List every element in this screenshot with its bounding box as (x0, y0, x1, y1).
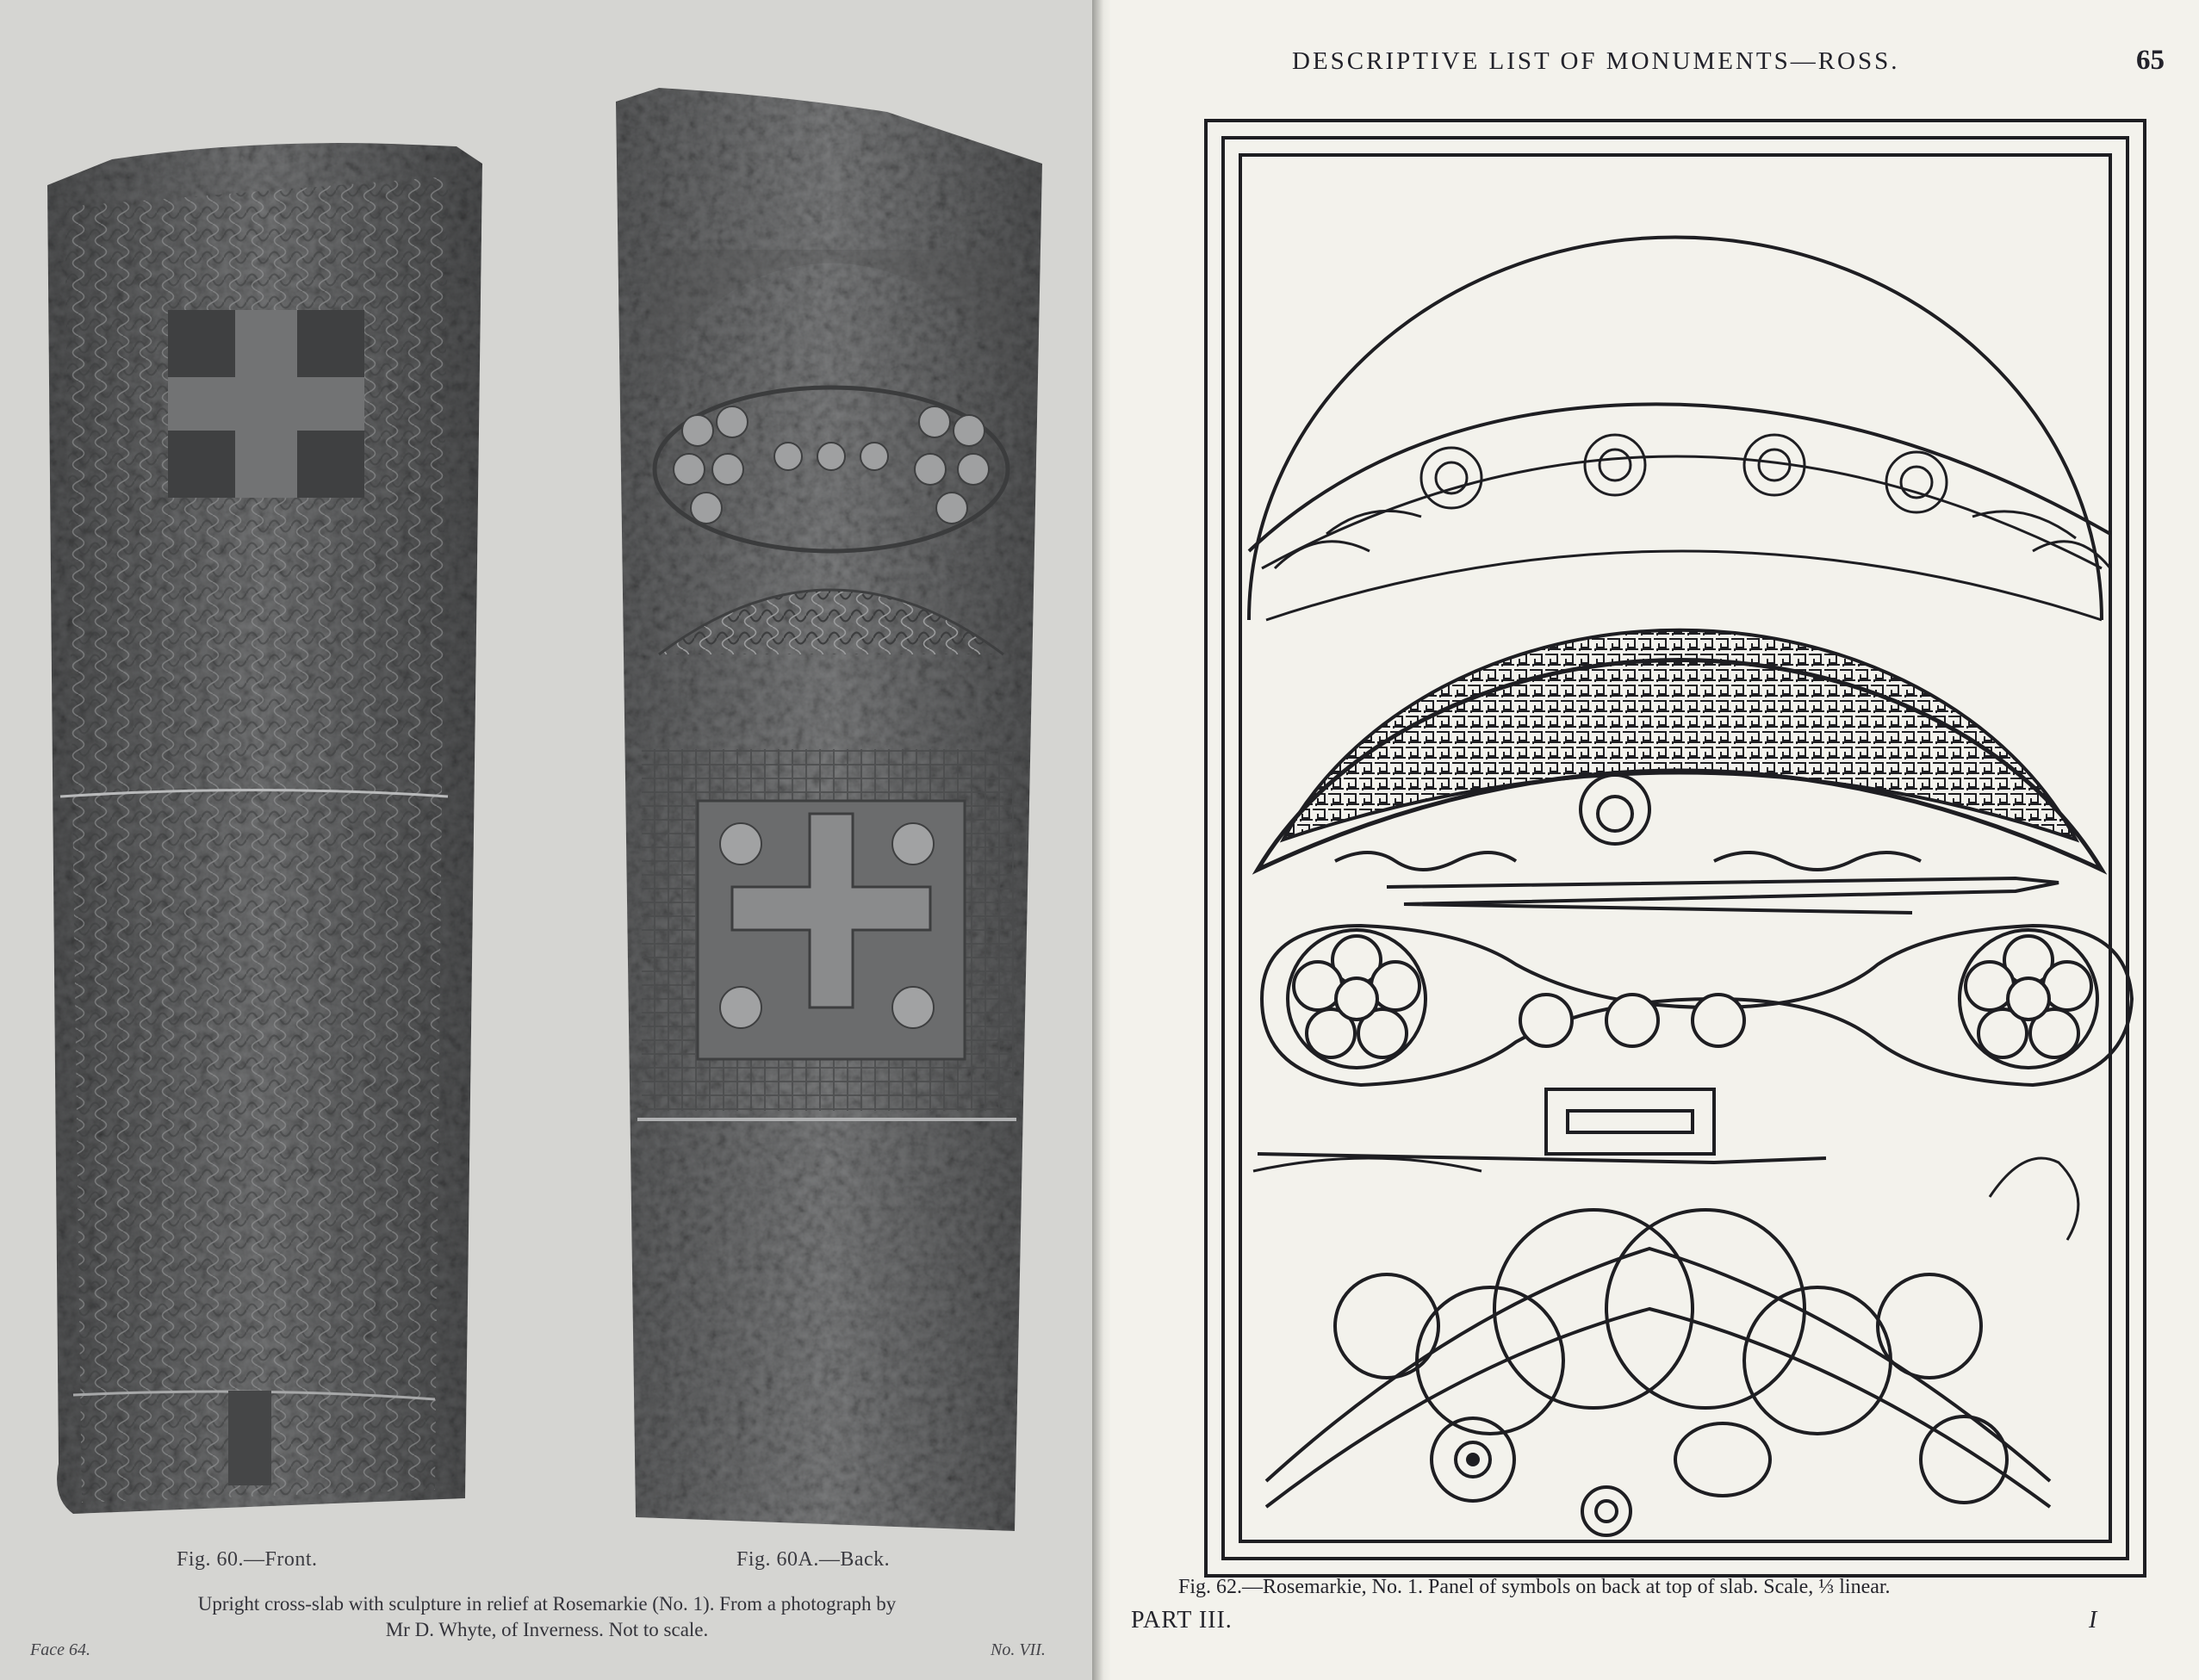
fig-60-caption: Fig. 60.—Front. (177, 1548, 318, 1571)
facing-page-note: Face 64. (30, 1640, 90, 1659)
fig-60a-caption: Fig. 60A.—Back. (736, 1548, 891, 1571)
plate-description (52, 1591, 1042, 1643)
symbol-panel-drawing (1111, 0, 2199, 1680)
fig-62-caption: Fig. 62.—Rosemarkie, No. 1. Panel of symbols on back at top of slab. Scale, ⅓ linear. (1178, 1576, 1891, 1598)
slab-back-photo (616, 88, 1042, 1531)
part-label: PART III. (1131, 1607, 1233, 1634)
cross-slab-photographs (0, 0, 1092, 1680)
top-arch (1249, 238, 2102, 620)
left-page-plate (0, 0, 1092, 1680)
signature-mark: I (2089, 1607, 2097, 1634)
plate-description-line-1: Upright cross-slab with sculpture in relief at Rosemarkie (No. 1). From a photograph by (197, 1593, 897, 1615)
key-pattern-crescent (1283, 630, 2076, 840)
page-number: 65 (2136, 45, 2165, 76)
lower-knotwork (1266, 1210, 2050, 1507)
right-page-drawing (1111, 0, 2199, 1680)
running-head: DESCRIPTIVE LIST OF MONUMENTS—ROSS. (1292, 47, 1900, 75)
top-knot-band (1275, 435, 2110, 568)
plate-description-line-2: Mr D. Whyte, of Inverness. Not to scale. (385, 1619, 709, 1640)
plate-number: No. VII. (991, 1640, 1046, 1659)
slab-front-photo (47, 143, 482, 1514)
book-gutter (1092, 0, 1111, 1680)
z-rod (1387, 878, 2059, 913)
